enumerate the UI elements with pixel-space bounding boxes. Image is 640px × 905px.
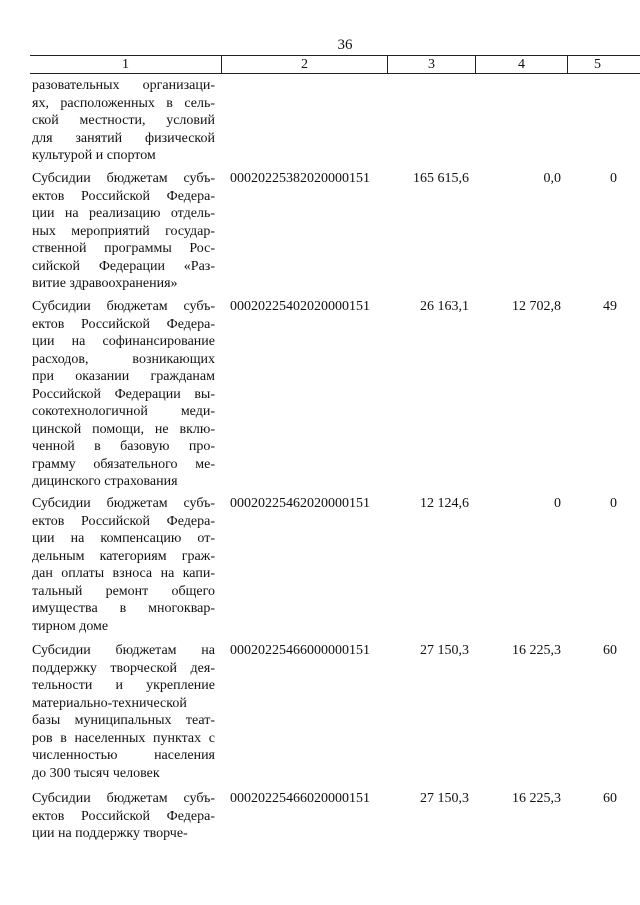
row-name-line: дицинского страхования: [32, 474, 178, 489]
row-name: [32, 495, 215, 635]
row-name-line: ции на реализацию отдель-: [32, 206, 215, 221]
row-name-line: разовательных организаци-: [32, 78, 215, 93]
row-name-line: ектов Российской Федера-: [32, 188, 215, 204]
row-name-line: культурой и спортом: [32, 148, 156, 163]
header-col-1: 1: [122, 57, 129, 72]
row-name-line: Субсидии бюджетам на: [32, 643, 215, 658]
row-value-4: 0: [554, 496, 561, 511]
row-name-line: Российской Федерации вы-: [32, 386, 215, 402]
row-value-4: 12 702,8: [512, 299, 561, 314]
row-name: [32, 298, 215, 491]
header-col-2: 2: [221, 56, 387, 73]
row-name-line: сийской Федерации «Раз-: [32, 258, 215, 274]
row-value-4: 16 225,3: [512, 791, 561, 806]
row-name: [32, 170, 215, 293]
row-value-5: 0: [610, 496, 617, 511]
row-code: 00020225466020000151: [230, 791, 370, 806]
row-name-line: сокотехнологичной меди-: [32, 404, 215, 419]
row-name-line: ров в населенных пунктах с: [32, 730, 215, 746]
row-value-5: 60: [603, 791, 617, 806]
row-value-5: 49: [603, 299, 617, 314]
row-name: [32, 77, 215, 165]
row-name-line: ектов Российской Федера-: [32, 513, 215, 529]
row-value-4: 0,0: [543, 171, 561, 186]
row-name-line: имущества в многоквар-: [32, 601, 215, 616]
row-code: 00020225462020000151: [230, 496, 370, 511]
row-code: 00020225466000000151: [230, 643, 370, 658]
table-header: [30, 55, 640, 74]
row-name-line: ции на софинансирование: [32, 334, 215, 349]
row-code: 00020225402020000151: [230, 299, 370, 314]
row-name-line: поддержку творческой дея-: [32, 660, 215, 676]
row-name-line: ектов Российской Федера-: [32, 316, 215, 332]
row-name-line: тельности и укрепление: [32, 678, 215, 693]
row-name-line: тальный ремонт общего: [32, 583, 215, 599]
row-name-line: для занятий физической: [32, 130, 215, 146]
row-name: [32, 642, 215, 782]
row-name-line: ченной в базовую про-: [32, 439, 215, 454]
row-value-5: 60: [603, 643, 617, 658]
row-value-3: 27 150,3: [420, 643, 469, 658]
row-name-line: ственной программы Рос-: [32, 241, 215, 256]
row-name-line: Субсидии бюджетам субъ-: [32, 299, 215, 314]
row-name-line: ции на компенсацию от-: [32, 531, 215, 546]
row-value-5: 0: [610, 171, 617, 186]
row-name-line: Субсидии бюджетам субъ-: [32, 171, 215, 186]
row-value-3: 27 150,3: [420, 791, 469, 806]
row-value-4: 16 225,3: [512, 643, 561, 658]
header-col-5: 5: [567, 56, 627, 73]
row-name-line: ектов Российской Федера-: [32, 808, 215, 824]
row-name-line: базы муниципальных теат-: [32, 713, 215, 728]
row-name-line: Субсидии бюджетам субъ-: [32, 496, 215, 511]
row-name-line: численностью населения: [32, 748, 215, 763]
row-value-3: 12 124,6: [420, 496, 469, 511]
row-name-line: дельным категориям граж-: [32, 548, 215, 564]
row-name: [32, 790, 215, 843]
header-col-4: 4: [475, 56, 567, 73]
row-code: 00020225382020000151: [230, 171, 370, 186]
row-name-line: расходов, возникающих: [32, 351, 215, 367]
page-number: 36: [337, 37, 353, 53]
row-value-3: 165 615,6: [413, 171, 469, 186]
row-name-line: ции на поддержку творче-: [32, 826, 188, 841]
row-name-line: ской местности, условий: [32, 113, 215, 128]
row-name-line: материально-технической: [32, 695, 187, 711]
row-name-line: витие здравоохранения»: [32, 276, 178, 291]
row-name-line: ных мероприятий государ-: [32, 223, 215, 239]
row-value-3: 26 163,1: [420, 299, 469, 314]
row-name-line: при оказании гражданам: [32, 369, 215, 384]
row-name-line: ях, расположенных в сель-: [32, 95, 215, 111]
row-name-line: цинской помощи, не вклю-: [32, 421, 215, 437]
row-name-line: до 300 тысяч человек: [32, 765, 160, 781]
row-name-line: тирном доме: [32, 618, 109, 634]
row-name-line: Субсидии бюджетам субъ-: [32, 791, 215, 806]
row-name-line: дан оплаты взноса на капи-: [32, 566, 215, 581]
header-col-3: 3: [387, 56, 475, 73]
row-name-line: грамму обязательного ме-: [32, 456, 215, 472]
